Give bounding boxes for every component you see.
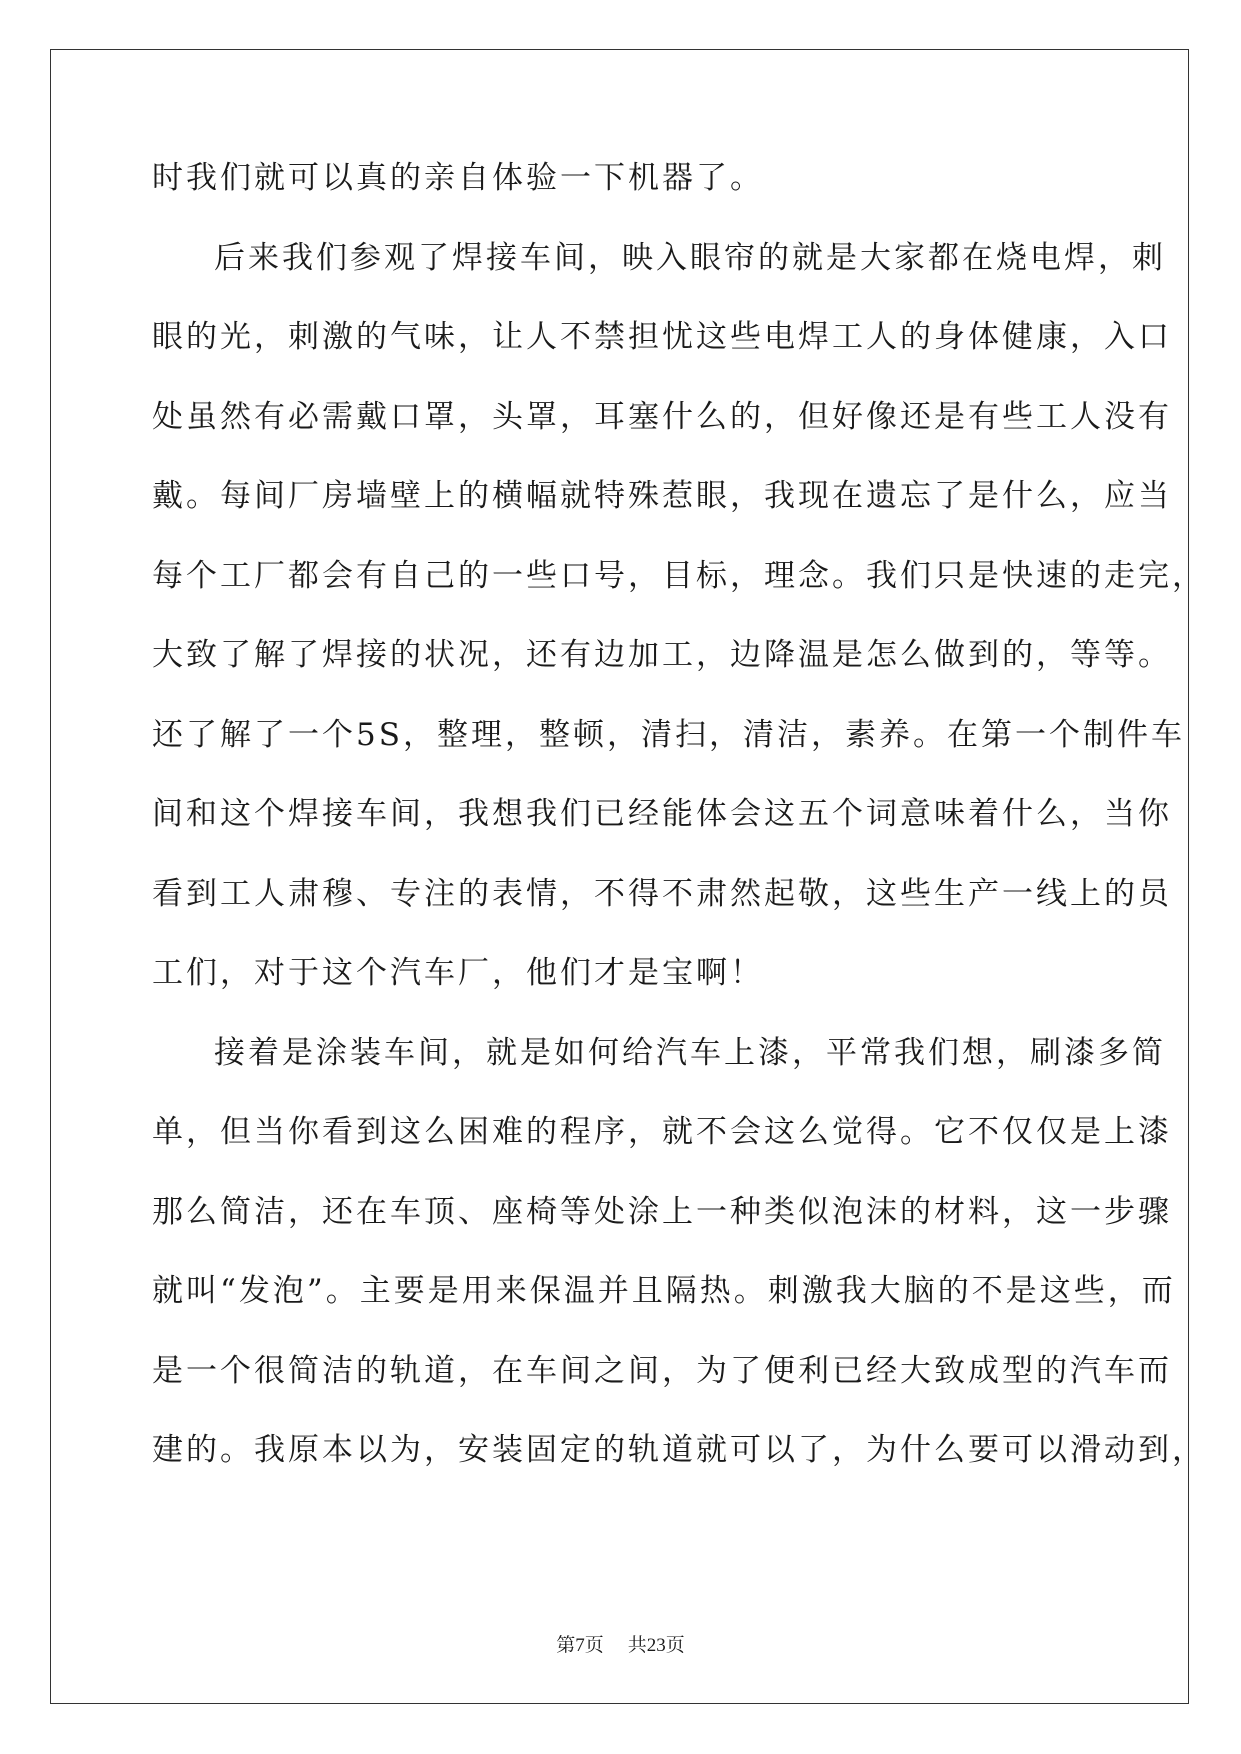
page-total: 共23页 [627, 1635, 685, 1656]
text-line: 每个工厂都会有自己的一些口号，目标，理念。我们只是快速的走完， [152, 557, 1206, 594]
page-footer [0, 1630, 1241, 1657]
text-line: 眼的光，刺激的气味，让人不禁担忧这些电焊工人的身体健康，入口 [152, 319, 1172, 355]
text-line: 就叫“发泡”。主要是用来保温并且隔热。刺激我大脑的不是这些，而 [152, 1273, 1176, 1309]
text-line: 是一个很简洁的轨道，在车间之间，为了便利已经大致成型的汽车而 [152, 1352, 1172, 1389]
text-line: 工们，对于这个汽车厂，他们才是宝啊！ [152, 955, 764, 991]
text-line: 后来我们参观了焊接车间，映入眼帘的就是大家都在烧电焊，刺 [214, 239, 1166, 276]
page-number: 第7页 [556, 1635, 604, 1656]
text-line: 建的。我原本以为，安装固定的轨道就可以了，为什么要可以滑动到， [152, 1432, 1206, 1468]
text-line: 大致了解了焊接的状况，还有边加工，边降温是怎么做到的，等等。 [152, 637, 1172, 673]
text-line: 处虽然有必需戴口罩，头罩，耳塞什么的，但好像还是有些工人没有 [152, 398, 1172, 435]
text-line: 还了解了一个5S，整理，整顿，清扫，清洁，素养。在第一个制件车 [152, 716, 1185, 753]
text-line: 戴。每间厂房墙壁上的横幅就特殊惹眼，我现在遗忘了是什么，应当 [152, 478, 1172, 514]
text-line: 接着是涂装车间，就是如何给汽车上漆，平常我们想，刷漆多简 [214, 1034, 1166, 1071]
text-line: 间和这个焊接车间，我想我们已经能体会这五个词意味着什么，当你 [152, 796, 1172, 832]
text-line: 单，但当你看到这么困难的程序，就不会这么觉得。它不仅仅是上漆 [152, 1114, 1172, 1150]
text-line: 看到工人肃穆、专注的表情，不得不肃然起敬，这些生产一线上的员 [152, 875, 1172, 912]
document-body [152, 160, 1206, 1512]
text-line: 时我们就可以真的亲自体验一下机器了。 [152, 160, 764, 196]
text-line: 那么简洁，还在车顶、座椅等处涂上一种类似泡沫的材料，这一步骤 [152, 1193, 1172, 1230]
